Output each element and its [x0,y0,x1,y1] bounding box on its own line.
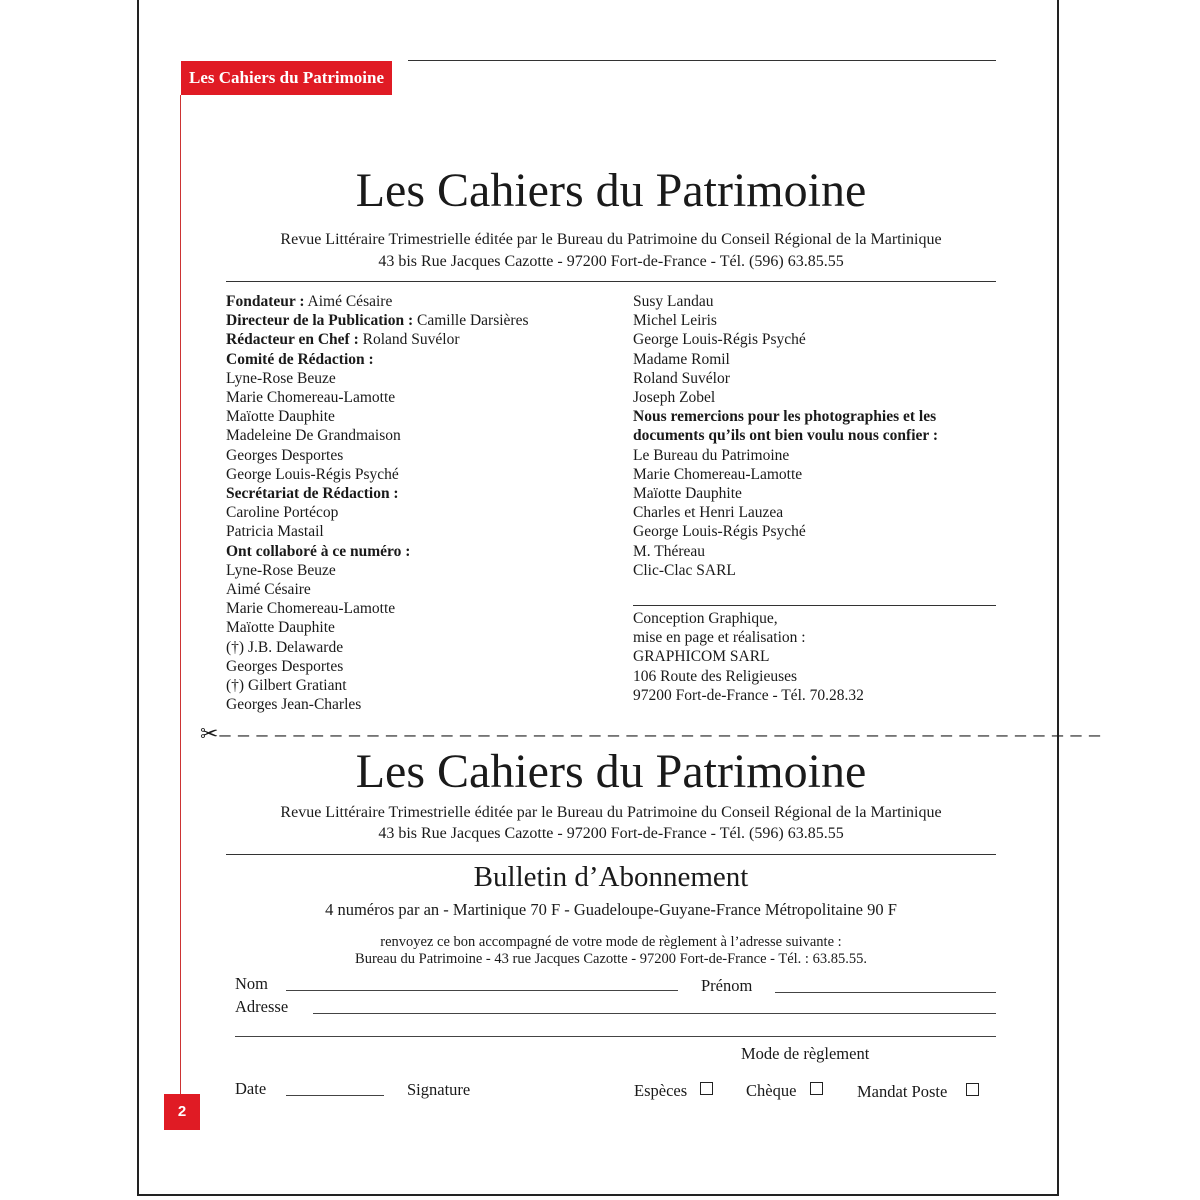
credit-line: Marie Chomereau-Lamotte [226,389,396,407]
credit-line: Patricia Mastail [226,523,324,541]
header-tab: Les Cahiers du Patrimoine [181,61,392,95]
credit-line: Georges Jean-Charles [226,696,362,714]
credit-name: Joseph Zobel [633,389,716,407]
thanks-name: Marie Chomereau-Lamotte [633,465,803,483]
credits-right-column [633,292,953,580]
credit-line: Lyne-Rose Beuze [226,561,336,579]
credits-left-column [226,292,529,714]
credit-line: George Louis-Régis Psyché [226,465,399,483]
masthead-subtitle: Revue Littéraire Trimestrielle éditée par le Bureau du Patrimoine du Conseil Régional de la Martinique [280,231,942,248]
address-field[interactable] [313,1013,996,1014]
scissors-icon: ✂ [200,721,220,746]
credit-line: Madeleine De Grandmaison [226,427,401,445]
design-credits [633,609,864,705]
name-label: Nom [235,974,268,993]
masthead-title: Les Cahiers du Patrimoine [355,164,867,217]
dashed-line: – – – – – – – – – – – – – – – – – – – – – – – – – – – – – – – – – – – – – – – – – – – – – – – – [219,721,1101,746]
coupon-title: Les Cahiers du Patrimoine [355,745,867,798]
thanks-name: George Louis-Régis Psyché [633,523,806,541]
coupon-address: 43 bis Rue Jacques Cazotte - 97200 Fort-de-France - Tél. (596) 63.85.55 [378,825,844,842]
firstname-label: Prénom [701,976,753,995]
firstname-field[interactable] [775,992,996,993]
thanks-name: Charles et Henri Lauzea [633,504,784,522]
coupon-subtitle: Revue Littéraire Trimestrielle éditée par le Bureau du Patrimoine du Conseil Régional de la Martinique [280,804,942,821]
coupon-rule [226,854,996,855]
payment-heading: Mode de règlement [741,1044,870,1063]
bulletin-pricing: 4 numéros par an - Martinique 70 F - Guadeloupe-Guyane-France Métropolitaine 90 F [325,900,897,919]
credit-line: Maïotte Dauphite [226,619,335,637]
thanks-name: Le Bureau du Patrimoine [633,446,790,464]
credit-line: Secrétariat de Rédaction : [226,485,399,503]
money-order-checkbox[interactable] [966,1083,979,1096]
name-field[interactable] [286,990,678,991]
cash-label: Espèces [634,1081,688,1100]
credit-line: Maïotte Dauphite [226,408,335,426]
credit-line: Marie Chomereau-Lamotte [226,600,396,618]
thanks-name: Clic-Clac SARL [633,561,736,579]
bulletin-instruction: renvoyez ce bon accompagné de votre mode de règlement à l’adresse suivante : [380,934,842,950]
date-label: Date [235,1079,267,1098]
credit-line: Fondateur : Aimé Césaire [226,293,393,310]
date-field[interactable] [286,1095,384,1096]
credit-line: Comité de Rédaction : [226,350,374,368]
credit-name: Madame Romil [633,350,730,368]
credit-name: Michel Leiris [633,312,717,330]
page-number: 2 [164,1094,200,1130]
cash-checkbox[interactable] [700,1082,713,1095]
credit-name: Susy Landau [633,293,714,310]
credit-line: (†) Gilbert Gratiant [226,677,347,695]
bulletin-title: Bulletin d’Abonnement [473,861,749,893]
cheque-checkbox[interactable] [810,1082,823,1095]
credit-line: Rédacteur en Chef : Roland Suvélor [226,331,460,349]
credit-line: (†) J.B. Delawarde [226,638,344,656]
credit-name: George Louis-Régis Psyché [633,331,806,349]
margin-rule [180,95,181,1105]
bulletin-return-address: Bureau du Patrimoine - 43 rue Jacques Cazotte - 97200 Fort-de-France - Tél. : 63.85.55. [355,951,867,967]
thanks-name: M. Théreau [633,542,706,560]
credit-line: Ont collaboré à ce numéro : [226,542,411,560]
signature-label: Signature [407,1080,471,1099]
design-line: 106 Route des Religieuses [633,667,798,685]
credit-name: Roland Suvélor [633,369,730,387]
credit-line: Georges Desportes [226,446,344,464]
masthead-address: 43 bis Rue Jacques Cazotte - 97200 Fort-de-France - Tél. (596) 63.85.55 [378,253,844,270]
design-line: 97200 Fort-de-France - Tél. 70.28.32 [633,686,864,704]
design-line: GRAPHICOM SARL [633,648,770,666]
address-label: Adresse [235,997,289,1016]
cut-line [200,721,1101,746]
header-rule [408,60,996,61]
credit-line: Caroline Portécop [226,504,339,522]
design-rule [633,605,996,606]
thanks-heading: Nous remercions pour les photographies et les documents qu’ils ont bien voulu nous confier : [633,408,939,445]
credit-line: Directeur de la Publication : Camille Darsières [226,312,529,330]
design-line: Conception Graphique, [633,610,778,627]
address-field-line-2[interactable] [235,1036,996,1037]
credit-line: Aimé Césaire [226,581,311,599]
money-order-label: Mandat Poste [857,1082,948,1101]
credit-line: Georges Desportes [226,657,344,675]
cheque-label: Chèque [746,1081,797,1100]
masthead-rule [226,281,996,282]
thanks-name: Maïotte Dauphite [633,485,742,503]
design-line: mise en page et réalisation : [633,629,806,647]
credit-line: Lyne-Rose Beuze [226,369,336,387]
